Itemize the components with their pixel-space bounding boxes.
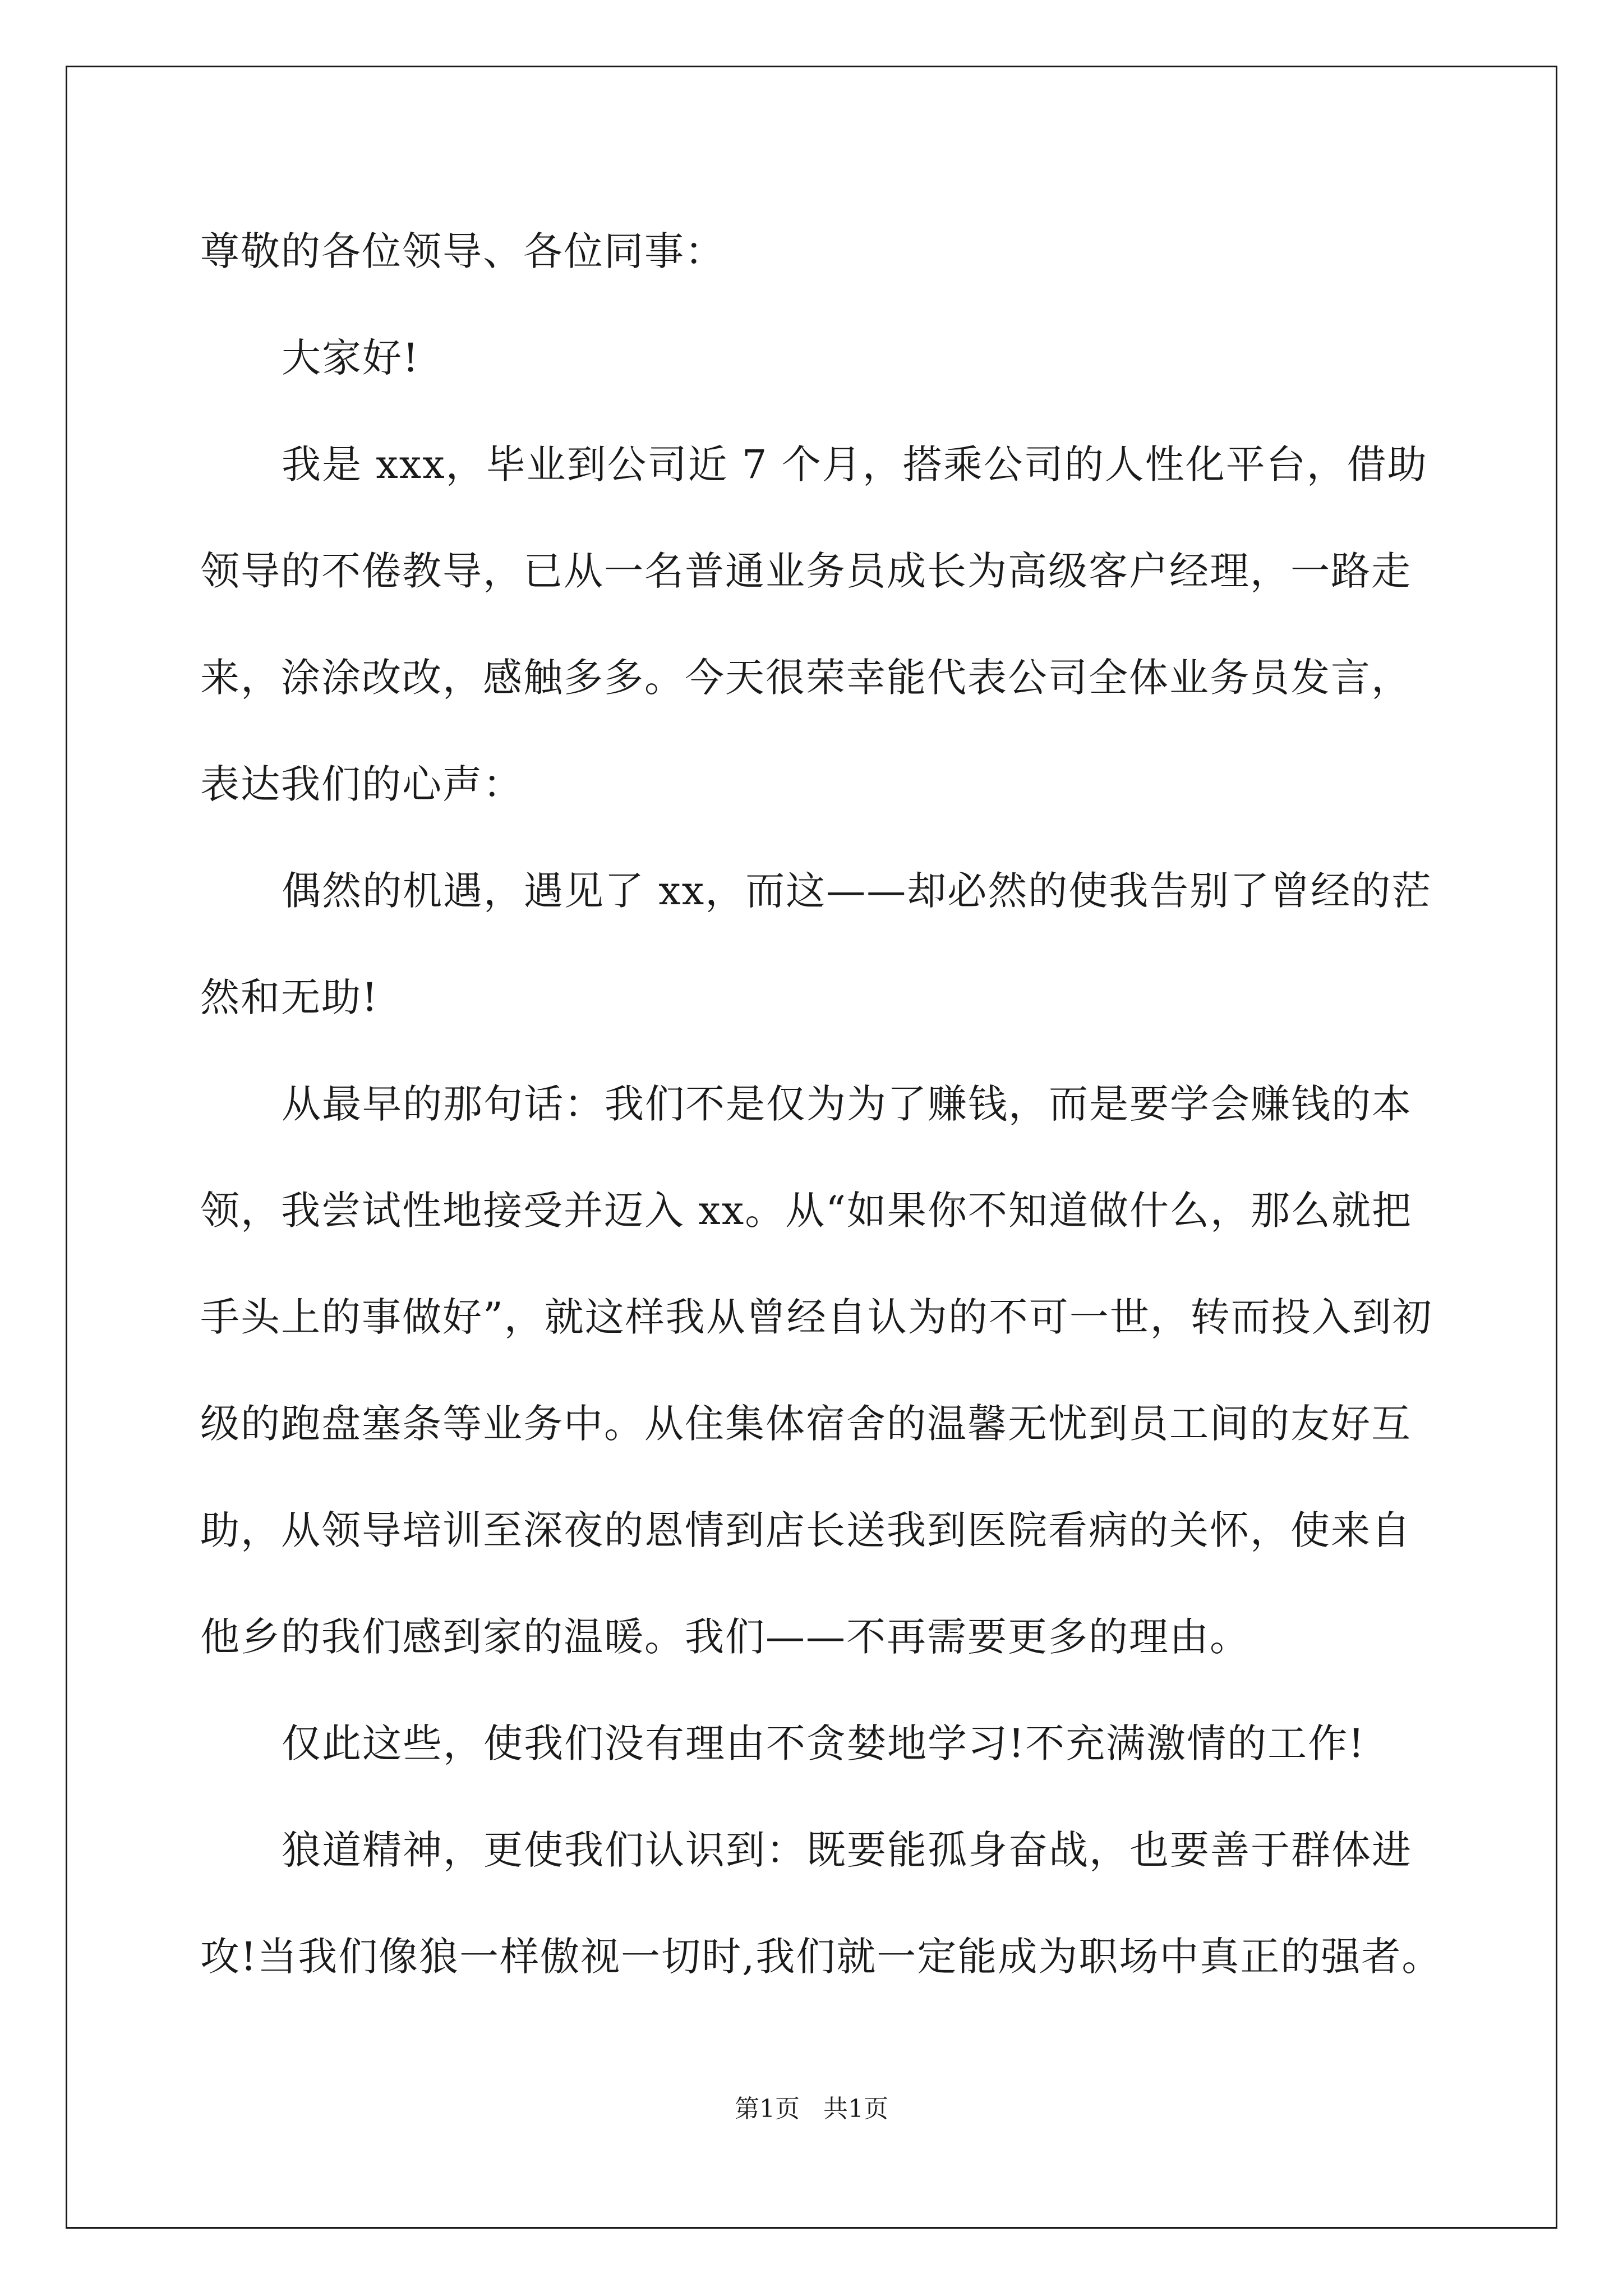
paragraph-2-line-2: 然和无助! bbox=[200, 974, 379, 1020]
paragraph-3-line-6: 他乡的我们感到家的温暖。我们——不再需要更多的理由。 bbox=[200, 1614, 1250, 1660]
paragraph-5-line-2: 攻!当我们像狼一样傲视一切时,我们就一定能成为职场中真正的强者。 bbox=[200, 1934, 1442, 1980]
paragraph-2-line-1: 偶然的机遇，遇见了 xx，而这——却必然的使我告别了曾经的茫 bbox=[282, 868, 1432, 914]
paragraph-3-line-3: 手头上的事做好”，就这样我从曾经自认为的不可一世，转而投入到初 bbox=[200, 1294, 1433, 1340]
greeting-line: 大家好! bbox=[282, 335, 420, 381]
paragraph-1-line-2: 领导的不倦教导，已从一名普通业务员成长为高级客户经理，一路走 bbox=[200, 548, 1412, 594]
paragraph-1-line-1: 我是 xxx，毕业到公司近 7 个月，搭乘公司的人性化平台，借助 bbox=[282, 441, 1428, 487]
paragraph-1-line-3: 来，涂涂改改，感触多多。今天很荣幸能代表公司全体业务员发言， bbox=[200, 655, 1412, 701]
paragraph-3-line-2: 领，我尝试性地接受并迈入 xx。从“如果你不知道做什么，那么就把 bbox=[200, 1188, 1412, 1234]
paragraph-4-line-1: 仅此这些，使我们没有理由不贪婪地学习!不充满激情的工作! bbox=[282, 1720, 1366, 1766]
paragraph-3-line-1: 从最早的那句话：我们不是仅为为了赚钱，而是要学会赚钱的本 bbox=[282, 1081, 1412, 1127]
paragraph-1-line-4: 表达我们的心声： bbox=[200, 761, 523, 807]
paragraph-3-line-5: 助，从领导培训至深夜的恩情到店长送我到医院看病的关怀，使来自 bbox=[200, 1507, 1412, 1553]
paragraph-5-line-1: 狼道精神，更使我们认识到：既要能孤身奋战，也要善于群体进 bbox=[282, 1827, 1412, 1873]
page-number: 第1页 共1页 bbox=[735, 2095, 888, 2123]
salutation-line: 尊敬的各位领导、各位同事： bbox=[200, 228, 725, 274]
paragraph-3-line-4: 级的跑盘塞条等业务中。从住集体宿舍的温馨无忧到员工间的友好互 bbox=[200, 1401, 1412, 1447]
